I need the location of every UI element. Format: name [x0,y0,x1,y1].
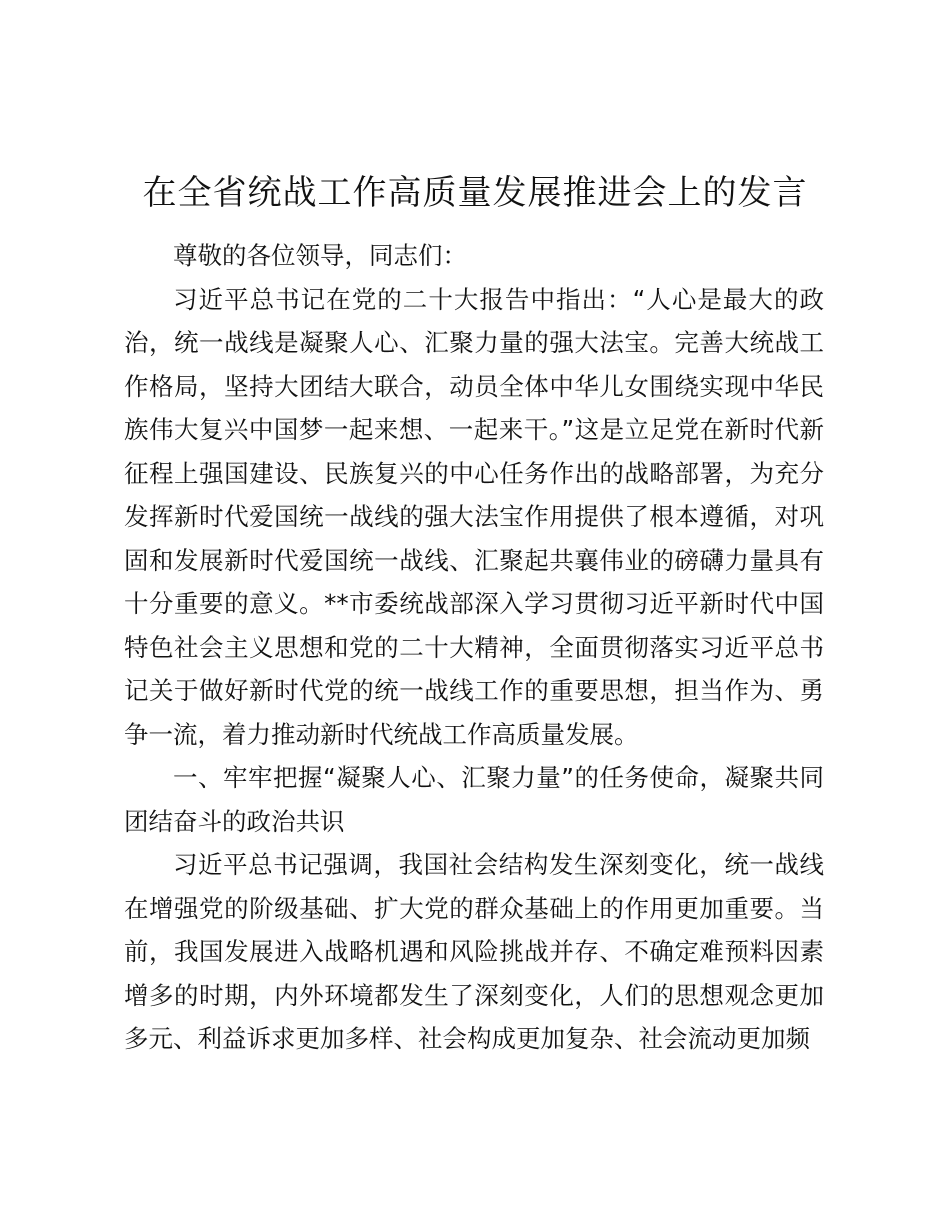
section-heading-1: 一、牢牢把握“凝聚人心、汇聚力量”的任务使命，凝聚共同团结奋斗的政治共识 [124,763,824,836]
salutation-paragraph: 尊敬的各位领导，同志们： [173,241,467,270]
document-body [124,234,824,1061]
document-title: 在全省统战工作高质量发展推进会上的发言 [142,173,808,213]
section-paragraph-1: 习近平总书记强调，我国社会结构发生深刻变化，统一战线在增强党的阶级基础、扩大党的群众基础上的作用更加重要。当前，我国发展进入战略机遇和风险挑战并存、不确定难预料因素增多的时期，内外环境都发生了深刻变化，人们的思想观念更加多元、利益诉求更加多样、社会构成更加复杂、社会流动更加频 [124,850,824,1053]
intro-paragraph: 习近平总书记在党的二十大报告中指出：“人心是最大的政治，统一战线是凝聚人心、汇聚力量的强大法宝。完善大统战工作格局，坚持大团结大联合，动员全体中华儿女围绕实现中华民族伟大复兴中国梦一起来想、一起来干。”这是立足党在新时代新征程上强国建设、民族复兴的中心任务作出的战略部署，为充分发挥新时代爱国统一战线的强大法宝作用提供了根本遵循，对巩固和发展新时代爱国统一战线、汇聚起共襄伟业的磅礴力量具有十分重要的意义。**市委统战部深入学习贯彻习近平新时代中国特色社会主义思想和党的二十大精神，全面贯彻落实习近平总书记关于做好新时代党的统一战线工作的重要思想，担当作为、勇争一流，着力推动新时代统战工作高质量发展。 [124,284,824,749]
